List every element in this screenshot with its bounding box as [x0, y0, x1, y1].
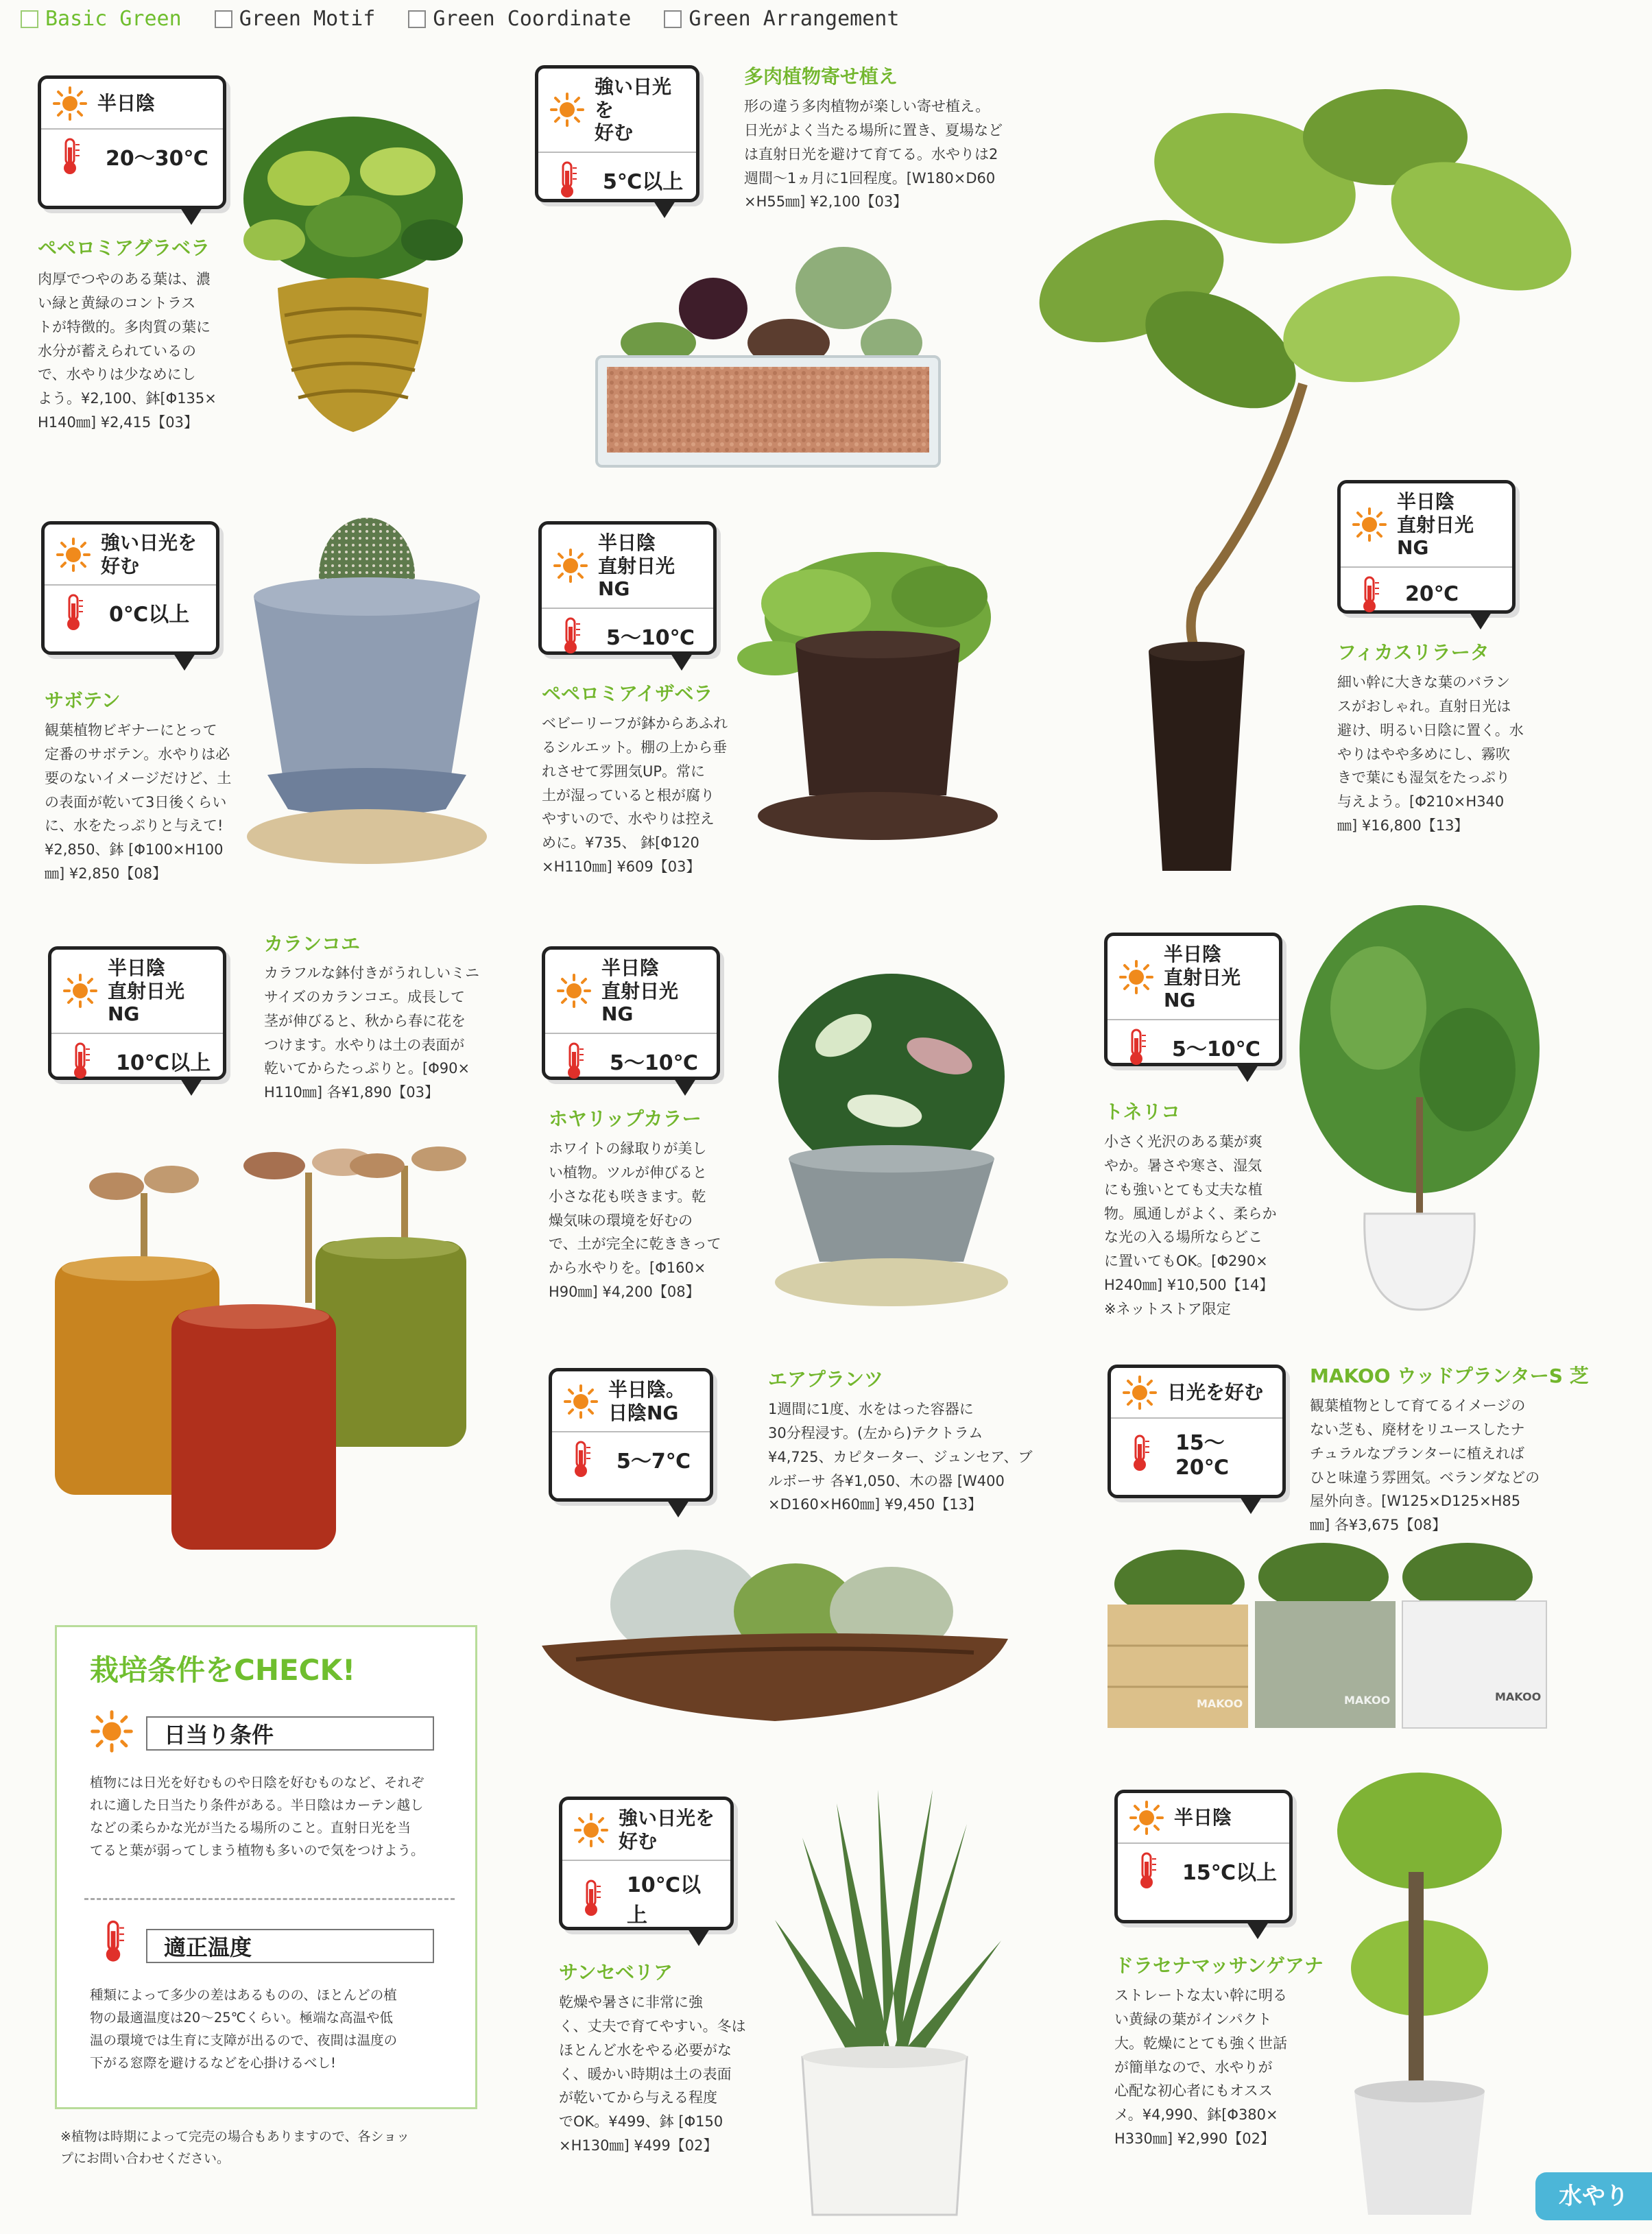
check-title: 栽培条件をCHECK!	[90, 1653, 356, 1687]
cultivation-check-box	[55, 1625, 477, 2109]
condition-bubble: 半日陰 直射日光NG 10℃以上	[48, 946, 226, 1080]
plant-name: エアプランツ	[768, 1368, 884, 1391]
plant-name: 多肉植物寄せ植え	[744, 65, 898, 88]
checkbox-icon	[21, 10, 38, 28]
plant-description: 観葉植物ビギナーにとって 定番のサボテン。水やりは必 要のないイメージだけど、土 の表面が乾いて3日後くらい に、水をたっぷりと与えて! ¥2,850、鉢 [Φ100×H100 ㎜] ¥2,850【08】	[45, 722, 232, 882]
plant-name: フィカスリラータ	[1337, 641, 1489, 664]
plant-name: サンセベリア	[559, 1961, 673, 1984]
thermometer-icon	[1352, 575, 1387, 614]
sun-icon	[90, 1709, 134, 1753]
peperomia-isabella-photo	[727, 542, 1001, 843]
category-tabs	[21, 7, 899, 31]
sansevieria-photo	[761, 1762, 1008, 2222]
dracaena-photo	[1330, 1769, 1509, 2222]
sun-icon	[1118, 959, 1154, 995]
condition-bubble: 半日陰 直射日光NG 5〜10℃	[542, 946, 720, 1080]
checkbox-icon	[664, 10, 682, 28]
sun-icon	[52, 86, 88, 121]
plant-description: 小さく光沢のある葉が爽 やか。暑さや寒さ、湿気 にも強いとても丈夫な植 物。風通しがよく、柔らか な光の入る場所ならどこ に置いてもOK。[Φ290× H240㎜] ¥10,500【14】 ※ネットストア限定	[1104, 1133, 1277, 1318]
plant-description: カラフルな鉢付きがうれしいミニ サイズのカランコエ。成長して 茎が伸びると、秋から春に花を つけます。水やりは土の表面が 乾いてからたっぷりと。[Φ90× H110㎜] 各¥1,890【03】	[264, 965, 480, 1101]
plant-name: トネリコ	[1104, 1101, 1181, 1123]
kalanchoe-photo	[48, 1131, 487, 1557]
plant-name: サボテン	[45, 689, 121, 712]
plant-description: ホワイトの縁取りが美し い植物。ツルが伸びると 小さな花も咲きます。乾 燥気味の環境を好むの で、土が完全に乾ききって から水やりを。[Φ160× H90㎜] ¥4,200【08】	[549, 1140, 721, 1301]
plant-name: MAKOO ウッドプランターS 芝	[1310, 1365, 1589, 1387]
sun-icon	[1122, 1375, 1158, 1410]
condition-bubble: 強い日光を 好む 5℃以上	[535, 65, 699, 202]
page-section-tab: 水やり	[1535, 2172, 1652, 2220]
sun-icon	[556, 973, 592, 1009]
toneriko-photo	[1282, 891, 1557, 1317]
condition-bubble: 半日陰。 日陰NG 5〜7℃	[549, 1368, 713, 1502]
peperomia-glabella-photo	[233, 110, 473, 439]
thermometer-icon	[556, 1041, 592, 1081]
thermometer-icon	[56, 592, 91, 632]
footnote: ※植物は時期によって完売の場合もありますので、各ショッ プにお問い合わせください。	[60, 2129, 410, 2167]
condition-bubble: 日光を好む 15〜20℃	[1108, 1365, 1286, 1498]
thermometer-icon	[93, 1919, 134, 1964]
thermometer-icon	[1118, 1027, 1154, 1067]
checkbox-icon	[215, 10, 232, 28]
tab-green-arrangement[interactable]: Green Arrangement	[664, 7, 899, 31]
makoo-logo: MAKOO	[1197, 1697, 1243, 1710]
tab-green-motif[interactable]: Green Motif	[215, 7, 376, 31]
plant-description: 1週間に1度、水をはった容器に 30分程浸す。(左から)テクトラム ¥4,725、カピターター、ジュンセア、ブ ルボーサ 各¥1,050、木の器 [W400 ×D160×H60㎜] ¥9,450【13】	[768, 1401, 1033, 1513]
thermometer-icon	[62, 1041, 98, 1081]
cactus-photo	[247, 514, 494, 871]
condition-bubble: 半日陰 15℃以上	[1114, 1790, 1293, 1923]
temperature-text: 種類によって多少の差はあるものの、ほとんどの植 物の最適温度は20〜25℃くらい。極端な高温や低 温の環境では生育に支障が出るので、夜間は温度の 下がる窓際を避けるなどを心掛けるべし!	[90, 1987, 398, 2071]
sun-icon	[1129, 1800, 1164, 1836]
condition-bubble: 半日陰 直射日光NG 5〜10℃	[1104, 933, 1282, 1066]
plant-description: 形の違う多肉植物が楽しい寄せ植え。 日光がよく当たる場所に置き、夏場など は直射日光を避けて育てる。水やりは2 週間〜1ヵ月に1回程度。[W180×D60 ×H55㎜] ¥2,100【03】	[744, 98, 1003, 211]
checkbox-icon	[408, 10, 426, 28]
thermometer-icon	[1122, 1433, 1158, 1473]
thermometer-icon	[553, 616, 588, 656]
condition-bubble: 半日陰 20〜30℃	[38, 75, 226, 209]
plant-name: カランコエ	[264, 933, 361, 955]
sunlight-text: 植物には日光を好むものや日陰を好むものなど、それぞ れに適した日当たり条件がある。半日陰はカーテン越し などの柔らかな光が当たる場所のこと。直射日光を当 てると葉が弱ってしまう植物も多いので気をつけよう。	[90, 1775, 424, 1859]
temperature-heading: 適正温度	[146, 1929, 434, 1963]
plant-description: 乾燥や暑さに非常に強 く、丈夫で育てやすい。冬は ほとんど水をやる必要がな く、暖かい時期は土の表面 が乾いてから与える程度 でOK。¥499、鉢 [Φ150 ×H130㎜] ¥499【02】	[559, 1994, 746, 2154]
condition-bubble: 強い日光を 好む 10℃以上	[559, 1797, 734, 1930]
plant-description: 肉厚でつやのある葉は、濃 い緑と黄緑のコントラス トが特徴的。多肉質の葉に 水分が蓄えられているの で、水やりは少なめにし よう。¥2,100、鉢[Φ135× H140㎜] ¥2,415【03】	[38, 271, 217, 431]
plant-name: ペペロミアグラベラ	[38, 237, 211, 259]
divider	[84, 1898, 455, 1900]
sun-icon	[573, 1812, 609, 1848]
plant-name: ホヤリップカラー	[549, 1107, 702, 1130]
hoya-photo	[761, 953, 1022, 1317]
sun-icon	[553, 548, 588, 584]
thermometer-icon	[549, 160, 585, 200]
sunlight-heading: 日当り条件	[146, 1716, 434, 1751]
plant-description: 細い幹に大きな葉のバラン スがおしゃれ。直射日光は 避け、明るい日陰に置く。水 やりはやや多めにし、霧吹 きで葉にも湿気をたっぷり 与えよう。[Φ210×H340 ㎜] ¥16,800【13】	[1337, 674, 1524, 834]
thermometer-icon	[573, 1878, 609, 1918]
condition-bubble: 強い日光を 好む 0℃以上	[41, 521, 219, 655]
makoo-planters-photo	[1104, 1536, 1550, 1735]
plant-name: ペペロミアイザベラ	[542, 682, 713, 705]
plant-description: ストレートな太い幹に明る い黄緑の葉がインパクト 大。乾燥にとても強く世話 が簡単なので、水やりが 心配な初心者にもオスス メ。¥4,990、鉢[Φ380× H330㎜] ¥2,990【02】	[1114, 1987, 1287, 2148]
sun-icon	[1352, 507, 1387, 542]
air-plants-photo	[535, 1522, 1015, 1728]
tab-basic-green[interactable]: Basic Green	[21, 7, 182, 31]
tab-green-coordinate[interactable]: Green Coordinate	[408, 7, 631, 31]
condition-bubble: 半日陰 直射日光NG 5〜10℃	[538, 521, 717, 655]
sun-icon	[563, 1384, 599, 1419]
sun-icon	[549, 92, 585, 128]
plant-description: 観葉植物として育てるイメージの ない芝も、廃材をリユースしたナ チュラルなプランターに植えれば ひと味違う雰囲気。ベランダなどの 屋外向き。[W125×D125×H85 ㎜] 各¥3,675【08】	[1310, 1397, 1540, 1534]
succulent-arrangement-photo	[590, 226, 946, 480]
sun-icon	[62, 973, 98, 1009]
sun-icon	[56, 537, 91, 573]
condition-bubble: 半日陰 直射日光NG 20℃	[1337, 480, 1516, 614]
plant-description: ベビーリーフが鉢からあふれ るシルエット。棚の上から垂 れさせて雰囲気UP。常に 土が湿っていると根が腐り やすいので、水やりは控え めに。¥735、 鉢[Φ120 ×H110㎜] ¥609【03】	[542, 715, 728, 876]
thermometer-icon	[1129, 1851, 1164, 1890]
makoo-logo: MAKOO	[1344, 1694, 1391, 1707]
thermometer-icon	[52, 136, 88, 176]
plant-name: ドラセナマッサンゲアナ	[1114, 1954, 1324, 1977]
makoo-logo: MAKOO	[1495, 1690, 1542, 1703]
thermometer-icon	[563, 1439, 599, 1479]
